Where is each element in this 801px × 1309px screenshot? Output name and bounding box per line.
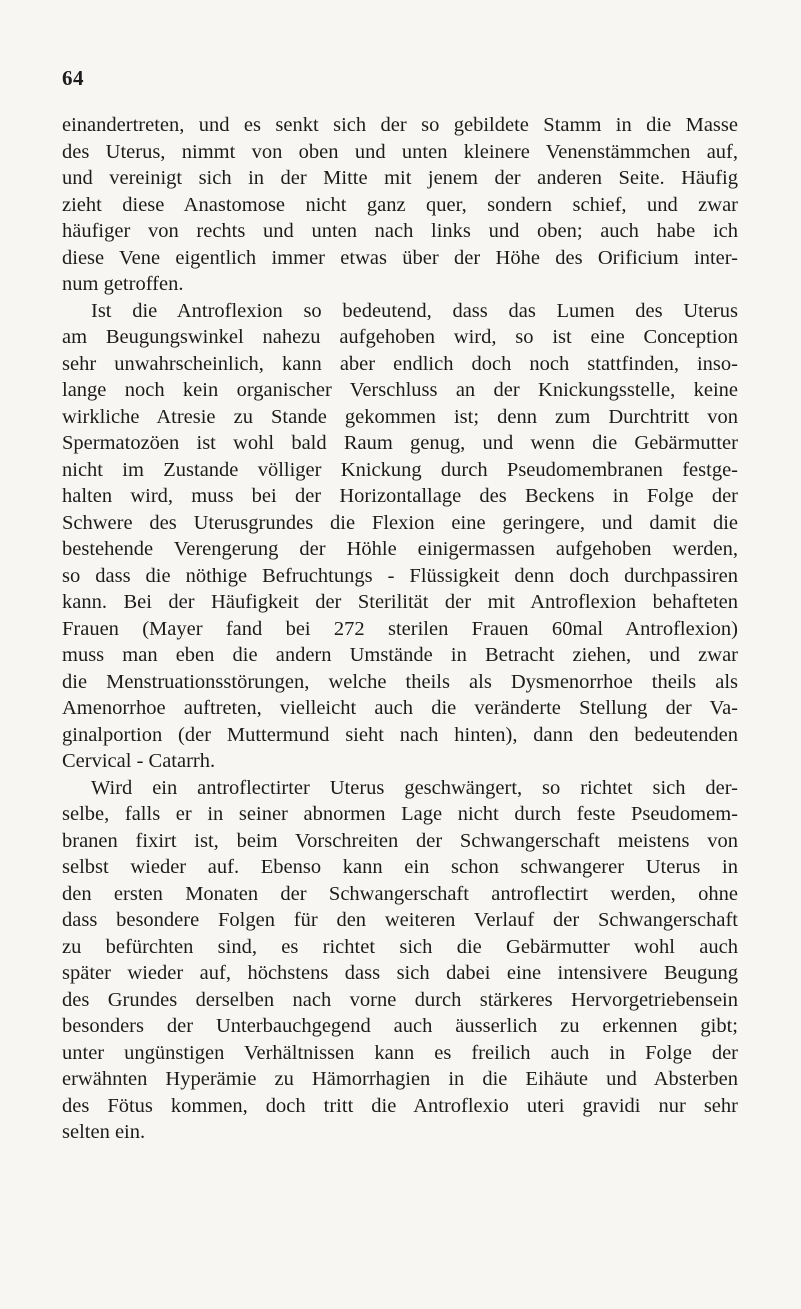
text-line: Cervical - Catarrh. [62, 750, 216, 772]
text-line: Amenorrhoe auftreten, vielleicht auch die veränderte Stellung der Va- [62, 697, 738, 719]
text-line: häufiger von rechts und unten nach links und oben; auch habe ich [62, 220, 738, 242]
text-line: den ersten Monaten der Schwangerschaft antroflectirt werden, ohne [62, 882, 738, 905]
text-line: Schwere des Uterusgrundes die Flexion eine geringere, und damit die [62, 511, 738, 534]
text-line: diese Vene eigentlich immer etwas über der Höhe des Orificium inter- [62, 246, 738, 269]
text-line: so dass die nöthige Befruchtungs - Flüssigkeit denn doch durchpassiren [62, 564, 738, 587]
text-line: halten wird, muss bei der Horizontallage des Beckens in Folge der [62, 485, 738, 507]
body-text [62, 112, 738, 1146]
paragraph-start-line: Wird ein antroflectirter Uterus geschwängert, so richtet sich der- [91, 776, 738, 799]
text-line: wirkliche Atresie zu Stande gekommen ist; denn zum Durchtritt von [62, 405, 738, 428]
text-line: des Uterus, nimmt von oben und unten kleinere Venenstämmchen auf, [62, 140, 738, 163]
text-line: Spermatozöen ist wohl bald Raum genug, und wenn die Gebärmutter [62, 432, 738, 454]
text-line: lange noch kein organischer Verschluss an der Knickungsstelle, keine [62, 379, 738, 401]
text-line: kann. Bei der Häufigkeit der Sterilität der mit Antroflexion behafteten [62, 591, 738, 613]
page-number: 64 [62, 66, 84, 90]
text-line: besonders der Unterbauchgegend auch äusserlich zu erkennen gibt; [62, 1015, 738, 1037]
text-line: sehr unwahrscheinlich, kann aber endlich doch noch stattfinden, inso- [62, 352, 738, 375]
text-line: zu befürchten sind, es richtet sich die Gebärmutter wohl auch [62, 935, 738, 958]
text-line: des Fötus kommen, doch tritt die Antroflexio uteri gravidi nur sehr [62, 1094, 738, 1117]
text-line: zieht diese Anastomose nicht ganz quer, sondern schief, und zwar [62, 193, 738, 216]
text-line: unter ungünstigen Verhältnissen kann es freilich auch in Folge der [62, 1041, 738, 1064]
text-line: ginalportion (der Muttermund sieht nach hinten), dann den bedeutenden [62, 723, 738, 746]
text-line: später wieder auf, höchstens dass sich dabei eine intensivere Beugung [62, 962, 738, 984]
text-line: selten ein. [62, 1121, 146, 1143]
text-line: erwähnten Hyperämie zu Hämorrhagien in die Eihäute und Absterben [62, 1068, 738, 1090]
text-line: am Beugungswinkel nahezu aufgehoben wird, so ist eine Conception [62, 326, 738, 348]
text-line: selbst wieder auf. Ebenso kann ein schon schwangerer Uterus in [62, 856, 738, 878]
text-line: selbe, falls er in seiner abnormen Lage nicht durch feste Pseudomem- [62, 803, 738, 825]
text-line: dass besondere Folgen für den weiteren Verlauf der Schwangerschaft [62, 909, 738, 931]
text-line: muss man eben die andern Umstände in Betracht ziehen, und zwar [62, 644, 738, 666]
text-line: und vereinigt sich in der Mitte mit jenem der anderen Seite. Häufig [62, 167, 738, 189]
paragraph-start-line: Ist die Antroflexion so bedeutend, dass das Lumen des Uterus [91, 299, 738, 322]
text-line: einandertreten, und es senkt sich der so gebildete Stamm in die Masse [62, 114, 738, 136]
text-line: die Menstruationsstörungen, welche theils als Dysmenorrhoe theils als [62, 670, 738, 693]
text-line: num getroffen. [62, 273, 184, 295]
text-line: bestehende Verengerung der Höhle einigermassen aufgehoben werden, [62, 538, 738, 560]
text-line: Frauen (Mayer fand bei 272 sterilen Frauen 60mal Antroflexion) [62, 617, 738, 640]
text-line: branen fixirt ist, beim Vorschreiten der Schwangerschaft meistens von [62, 829, 738, 852]
text-line: des Grundes derselben nach vorne durch stärkeres Hervorgetriebensein [62, 988, 738, 1011]
text-line: nicht im Zustande völliger Knickung durch Pseudomembranen festge- [62, 458, 738, 481]
